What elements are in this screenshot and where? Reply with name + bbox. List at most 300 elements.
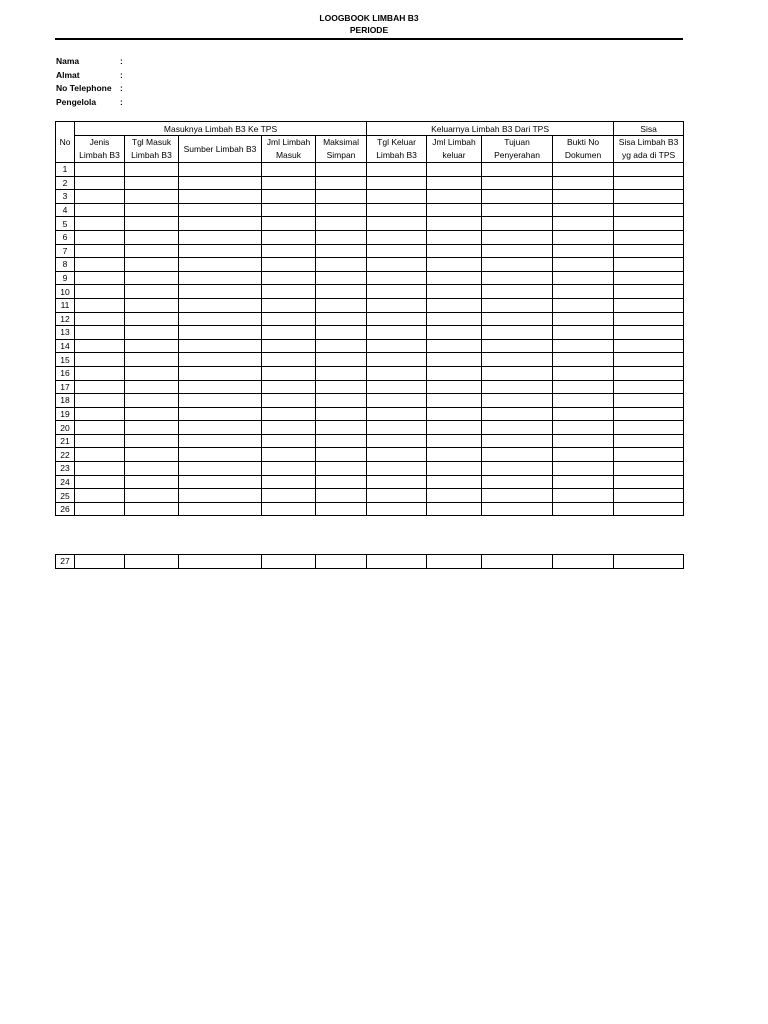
table-cell[interactable] xyxy=(614,285,684,299)
row-number: 25 xyxy=(56,489,75,503)
table-cell[interactable] xyxy=(367,502,427,516)
table-cell[interactable] xyxy=(75,326,125,340)
table-cell[interactable] xyxy=(367,271,427,285)
row-number: 9 xyxy=(56,271,75,285)
info-label: Nama xyxy=(56,56,80,66)
table-cell[interactable] xyxy=(125,285,179,299)
table-cell[interactable] xyxy=(316,339,367,353)
header-divider xyxy=(55,38,683,40)
table-cell[interactable] xyxy=(179,462,262,476)
info-row-almat xyxy=(56,69,130,83)
table-cell[interactable] xyxy=(262,555,316,569)
table-cell[interactable] xyxy=(427,421,482,435)
table-cell[interactable] xyxy=(553,326,614,340)
group-header-row xyxy=(56,122,684,136)
table-cell[interactable] xyxy=(427,394,482,408)
table-cell[interactable] xyxy=(125,271,179,285)
table-cell[interactable] xyxy=(482,366,553,380)
table-cell[interactable] xyxy=(367,489,427,503)
table-cell[interactable] xyxy=(316,475,367,489)
table-cell[interactable] xyxy=(553,407,614,421)
table-row xyxy=(56,244,684,258)
table-cell[interactable] xyxy=(553,555,614,569)
table-row xyxy=(56,312,684,326)
table-cell[interactable] xyxy=(427,353,482,367)
table-cell[interactable] xyxy=(482,298,553,312)
table-cell[interactable] xyxy=(482,190,553,204)
table-cell[interactable] xyxy=(75,502,125,516)
table-cell[interactable] xyxy=(125,353,179,367)
table-cell[interactable] xyxy=(262,244,316,258)
table-cell[interactable] xyxy=(553,176,614,190)
table-cell[interactable] xyxy=(262,421,316,435)
table-cell[interactable] xyxy=(367,380,427,394)
table-cell[interactable] xyxy=(179,298,262,312)
table-cell[interactable] xyxy=(75,271,125,285)
table-cell[interactable] xyxy=(179,230,262,244)
column-header: Sumber Limbah B3 xyxy=(179,136,262,163)
table-cell[interactable] xyxy=(316,258,367,272)
table-cell[interactable] xyxy=(614,190,684,204)
table-cell[interactable] xyxy=(427,298,482,312)
table-cell[interactable] xyxy=(427,203,482,217)
table-cell[interactable] xyxy=(614,380,684,394)
table-cell[interactable] xyxy=(125,176,179,190)
table-cell[interactable] xyxy=(179,502,262,516)
table-cell[interactable] xyxy=(125,258,179,272)
table-cell[interactable] xyxy=(367,448,427,462)
table-cell[interactable] xyxy=(614,312,684,326)
table-cell[interactable] xyxy=(179,339,262,353)
table-cell[interactable] xyxy=(427,176,482,190)
table-cell[interactable] xyxy=(125,502,179,516)
table-cell[interactable] xyxy=(553,394,614,408)
table-cell[interactable] xyxy=(75,394,125,408)
row-number: 23 xyxy=(56,462,75,476)
table-cell[interactable] xyxy=(482,326,553,340)
table-cell[interactable] xyxy=(482,176,553,190)
table-cell[interactable] xyxy=(614,203,684,217)
table-cell[interactable] xyxy=(125,475,179,489)
table-cell[interactable] xyxy=(316,394,367,408)
table-cell[interactable] xyxy=(367,163,427,177)
table-cell[interactable] xyxy=(427,230,482,244)
table-cell[interactable] xyxy=(482,555,553,569)
table-cell[interactable] xyxy=(614,434,684,448)
table-cell[interactable] xyxy=(262,217,316,231)
table-cell[interactable] xyxy=(614,421,684,435)
table-cell[interactable] xyxy=(482,244,553,258)
table-cell[interactable] xyxy=(482,475,553,489)
table-cell[interactable] xyxy=(427,407,482,421)
table-cell[interactable] xyxy=(427,339,482,353)
table-cell[interactable] xyxy=(125,339,179,353)
table-cell[interactable] xyxy=(125,380,179,394)
table-cell[interactable] xyxy=(367,258,427,272)
table-cell[interactable] xyxy=(316,163,367,177)
table-cell[interactable] xyxy=(614,298,684,312)
table-cell[interactable] xyxy=(553,380,614,394)
table-cell[interactable] xyxy=(262,434,316,448)
table-cell[interactable] xyxy=(427,366,482,380)
table-cell[interactable] xyxy=(262,271,316,285)
table-cell[interactable] xyxy=(614,339,684,353)
table-cell[interactable] xyxy=(367,353,427,367)
table-cell[interactable] xyxy=(316,271,367,285)
table-cell[interactable] xyxy=(427,271,482,285)
table-cell[interactable] xyxy=(75,475,125,489)
table-cell[interactable] xyxy=(75,380,125,394)
table-cell[interactable] xyxy=(553,312,614,326)
table-cell[interactable] xyxy=(75,434,125,448)
table-cell[interactable] xyxy=(179,407,262,421)
table-cell[interactable] xyxy=(316,203,367,217)
table-cell[interactable] xyxy=(614,475,684,489)
table-cell[interactable] xyxy=(179,421,262,435)
table-cell[interactable] xyxy=(179,312,262,326)
table-cell[interactable] xyxy=(553,230,614,244)
table-cell[interactable] xyxy=(316,190,367,204)
table-cell[interactable] xyxy=(553,366,614,380)
table-cell[interactable] xyxy=(125,217,179,231)
table-cell[interactable] xyxy=(125,326,179,340)
table-cell[interactable] xyxy=(482,271,553,285)
table-cell[interactable] xyxy=(614,366,684,380)
info-label: Pengelola xyxy=(56,96,97,107)
table-cell[interactable] xyxy=(262,326,316,340)
table-cell[interactable] xyxy=(427,380,482,394)
table-cell[interactable] xyxy=(427,258,482,272)
table-cell[interactable] xyxy=(553,271,614,285)
table-cell[interactable] xyxy=(614,394,684,408)
table-cell[interactable] xyxy=(75,217,125,231)
table-cell[interactable] xyxy=(482,489,553,503)
table-cell[interactable] xyxy=(316,434,367,448)
table-cell[interactable] xyxy=(367,555,427,569)
table-cell[interactable] xyxy=(427,285,482,299)
table-row xyxy=(56,163,684,177)
table-cell[interactable] xyxy=(75,407,125,421)
table-cell[interactable] xyxy=(316,502,367,516)
table-cell[interactable] xyxy=(125,366,179,380)
table-cell[interactable] xyxy=(262,380,316,394)
table-cell[interactable] xyxy=(427,502,482,516)
table-cell[interactable] xyxy=(553,258,614,272)
table-cell[interactable] xyxy=(75,353,125,367)
table-cell[interactable] xyxy=(367,326,427,340)
table-cell[interactable] xyxy=(262,285,316,299)
table-cell[interactable] xyxy=(179,366,262,380)
row-number: 7 xyxy=(56,244,75,258)
table-cell[interactable] xyxy=(179,394,262,408)
table-cell[interactable] xyxy=(614,502,684,516)
table-cell[interactable] xyxy=(316,462,367,476)
table-cell[interactable] xyxy=(262,489,316,503)
table-cell[interactable] xyxy=(262,339,316,353)
table-cell[interactable] xyxy=(75,339,125,353)
table-cell[interactable] xyxy=(553,244,614,258)
table-cell[interactable] xyxy=(262,203,316,217)
table-cell[interactable] xyxy=(482,339,553,353)
table-cell[interactable] xyxy=(179,434,262,448)
table-cell[interactable] xyxy=(316,489,367,503)
table-cell[interactable] xyxy=(179,448,262,462)
table-cell[interactable] xyxy=(262,298,316,312)
info-colon: : xyxy=(120,56,123,66)
row-number: 3 xyxy=(56,190,75,204)
table-cell[interactable] xyxy=(179,555,262,569)
table-cell[interactable] xyxy=(614,448,684,462)
table-cell[interactable] xyxy=(367,190,427,204)
table-cell[interactable] xyxy=(125,489,179,503)
column-header: Jenis Limbah B3 xyxy=(75,136,125,163)
table-cell[interactable] xyxy=(553,448,614,462)
table-cell[interactable] xyxy=(427,475,482,489)
table-cell[interactable] xyxy=(262,366,316,380)
table-cell[interactable] xyxy=(614,462,684,476)
table-cell[interactable] xyxy=(553,203,614,217)
table-row xyxy=(56,271,684,285)
table-cell[interactable] xyxy=(125,448,179,462)
table-cell[interactable] xyxy=(427,434,482,448)
table-cell[interactable] xyxy=(427,190,482,204)
table-cell[interactable] xyxy=(482,217,553,231)
table-row xyxy=(56,421,684,435)
table-cell[interactable] xyxy=(482,230,553,244)
table-cell[interactable] xyxy=(125,407,179,421)
table-cell[interactable] xyxy=(614,407,684,421)
table-cell[interactable] xyxy=(316,230,367,244)
table-cell[interactable] xyxy=(367,312,427,326)
table-cell[interactable] xyxy=(482,203,553,217)
table-row xyxy=(56,407,684,421)
table-cell[interactable] xyxy=(262,176,316,190)
table-cell[interactable] xyxy=(262,230,316,244)
table-cell[interactable] xyxy=(262,353,316,367)
table-cell[interactable] xyxy=(316,353,367,367)
table-cell[interactable] xyxy=(427,489,482,503)
table-cell[interactable] xyxy=(125,298,179,312)
table-row xyxy=(56,502,684,516)
table-cell[interactable] xyxy=(179,176,262,190)
table-cell[interactable] xyxy=(75,555,125,569)
table-cell[interactable] xyxy=(179,380,262,394)
table-cell[interactable] xyxy=(75,462,125,476)
table-cell[interactable] xyxy=(262,394,316,408)
table-cell[interactable] xyxy=(614,271,684,285)
table-cell[interactable] xyxy=(614,489,684,503)
table-cell[interactable] xyxy=(179,489,262,503)
table-cell[interactable] xyxy=(482,407,553,421)
table-cell[interactable] xyxy=(179,285,262,299)
table-cell[interactable] xyxy=(367,475,427,489)
table-cell[interactable] xyxy=(125,190,179,204)
document-period: PERIODE xyxy=(349,25,389,35)
table-cell[interactable] xyxy=(316,421,367,435)
table-cell[interactable] xyxy=(316,312,367,326)
table-cell[interactable] xyxy=(427,163,482,177)
table-cell[interactable] xyxy=(316,366,367,380)
table-cell[interactable] xyxy=(179,271,262,285)
column-header: Tgl Masuk Limbah B3 xyxy=(125,136,179,163)
table-cell[interactable] xyxy=(75,312,125,326)
table-cell[interactable] xyxy=(125,230,179,244)
table-cell[interactable] xyxy=(614,230,684,244)
table-cell[interactable] xyxy=(75,298,125,312)
row-number: 13 xyxy=(56,326,75,340)
table-cell[interactable] xyxy=(553,353,614,367)
table-cell[interactable] xyxy=(125,434,179,448)
table-cell[interactable] xyxy=(316,244,367,258)
table-cell[interactable] xyxy=(75,176,125,190)
table-cell[interactable] xyxy=(367,366,427,380)
row-number: 16 xyxy=(56,366,75,380)
table-cell[interactable] xyxy=(262,502,316,516)
table-cell[interactable] xyxy=(614,176,684,190)
table-cell[interactable] xyxy=(367,244,427,258)
table-cell[interactable] xyxy=(427,555,482,569)
table-cell[interactable] xyxy=(262,190,316,204)
table-cell[interactable] xyxy=(553,298,614,312)
table-cell[interactable] xyxy=(179,353,262,367)
table-cell[interactable] xyxy=(367,434,427,448)
table-cell[interactable] xyxy=(482,285,553,299)
table-cell[interactable] xyxy=(553,285,614,299)
table-cell[interactable] xyxy=(427,326,482,340)
table-cell[interactable] xyxy=(125,203,179,217)
table-cell[interactable] xyxy=(75,366,125,380)
table-cell[interactable] xyxy=(262,163,316,177)
table-cell[interactable] xyxy=(367,217,427,231)
table-cell[interactable] xyxy=(367,462,427,476)
table-cell[interactable] xyxy=(125,462,179,476)
table-cell[interactable] xyxy=(427,312,482,326)
table-cell[interactable] xyxy=(553,339,614,353)
table-cell[interactable] xyxy=(367,230,427,244)
table-cell[interactable] xyxy=(179,190,262,204)
table-cell[interactable] xyxy=(367,339,427,353)
table-cell[interactable] xyxy=(125,555,179,569)
table-cell[interactable] xyxy=(482,163,553,177)
table-cell[interactable] xyxy=(614,326,684,340)
table-cell[interactable] xyxy=(482,434,553,448)
table-cell[interactable] xyxy=(614,353,684,367)
table-cell[interactable] xyxy=(367,421,427,435)
table-cell[interactable] xyxy=(482,312,553,326)
table-cell[interactable] xyxy=(482,258,553,272)
table-cell[interactable] xyxy=(75,230,125,244)
table-cell[interactable] xyxy=(482,502,553,516)
table-cell[interactable] xyxy=(179,217,262,231)
table-cell[interactable] xyxy=(125,244,179,258)
table-cell[interactable] xyxy=(482,421,553,435)
table-cell[interactable] xyxy=(75,489,125,503)
table-cell[interactable] xyxy=(125,312,179,326)
row-number: 19 xyxy=(56,407,75,421)
table-cell[interactable] xyxy=(614,244,684,258)
table-row xyxy=(56,489,684,503)
table-cell[interactable] xyxy=(75,421,125,435)
table-cell[interactable] xyxy=(75,258,125,272)
table-cell[interactable] xyxy=(367,407,427,421)
table-cell[interactable] xyxy=(125,394,179,408)
table-cell[interactable] xyxy=(614,555,684,569)
table-cell[interactable] xyxy=(75,190,125,204)
table-cell[interactable] xyxy=(316,448,367,462)
table-cell[interactable] xyxy=(262,407,316,421)
table-cell[interactable] xyxy=(553,190,614,204)
table-cell[interactable] xyxy=(75,448,125,462)
group-header-sisa: Sisa xyxy=(614,122,684,136)
table-cell[interactable] xyxy=(262,312,316,326)
table-cell[interactable] xyxy=(482,462,553,476)
row-number: 27 xyxy=(56,555,75,569)
table-cell[interactable] xyxy=(614,258,684,272)
table-cell[interactable] xyxy=(553,217,614,231)
table-cell[interactable] xyxy=(316,407,367,421)
table-cell[interactable] xyxy=(75,203,125,217)
table-cell[interactable] xyxy=(125,421,179,435)
table-cell[interactable] xyxy=(614,163,684,177)
table-cell[interactable] xyxy=(482,394,553,408)
table-cell[interactable] xyxy=(316,555,367,569)
table-cell[interactable] xyxy=(367,176,427,190)
table-cell[interactable] xyxy=(427,217,482,231)
row-number: 22 xyxy=(56,448,75,462)
table-cell[interactable] xyxy=(262,448,316,462)
table-cell[interactable] xyxy=(553,163,614,177)
table-cell[interactable] xyxy=(316,176,367,190)
table-cell[interactable] xyxy=(482,448,553,462)
table-cell[interactable] xyxy=(179,475,262,489)
table-cell[interactable] xyxy=(367,203,427,217)
table-cell[interactable] xyxy=(427,244,482,258)
table-cell[interactable] xyxy=(75,244,125,258)
table-cell[interactable] xyxy=(262,462,316,476)
table-cell[interactable] xyxy=(179,258,262,272)
table-cell[interactable] xyxy=(179,203,262,217)
table-cell[interactable] xyxy=(553,475,614,489)
table-cell[interactable] xyxy=(316,326,367,340)
table-cell[interactable] xyxy=(367,394,427,408)
table-cell[interactable] xyxy=(316,380,367,394)
table-cell[interactable] xyxy=(316,285,367,299)
table-cell[interactable] xyxy=(179,163,262,177)
table-cell[interactable] xyxy=(316,298,367,312)
table-cell[interactable] xyxy=(179,326,262,340)
table-cell[interactable] xyxy=(179,244,262,258)
table-cell[interactable] xyxy=(367,298,427,312)
table-cell[interactable] xyxy=(75,163,125,177)
table-cell[interactable] xyxy=(553,434,614,448)
table-cell[interactable] xyxy=(553,462,614,476)
table-cell[interactable] xyxy=(553,502,614,516)
table-cell[interactable] xyxy=(553,421,614,435)
table-cell[interactable] xyxy=(482,353,553,367)
table-cell[interactable] xyxy=(262,475,316,489)
table-cell[interactable] xyxy=(262,258,316,272)
table-cell[interactable] xyxy=(427,462,482,476)
table-cell[interactable] xyxy=(553,489,614,503)
table-cell[interactable] xyxy=(427,448,482,462)
table-cell[interactable] xyxy=(482,380,553,394)
table-cell[interactable] xyxy=(125,163,179,177)
table-cell[interactable] xyxy=(316,217,367,231)
row-number: 5 xyxy=(56,217,75,231)
table-cell[interactable] xyxy=(75,285,125,299)
table-cell[interactable] xyxy=(614,217,684,231)
table-cell[interactable] xyxy=(367,285,427,299)
